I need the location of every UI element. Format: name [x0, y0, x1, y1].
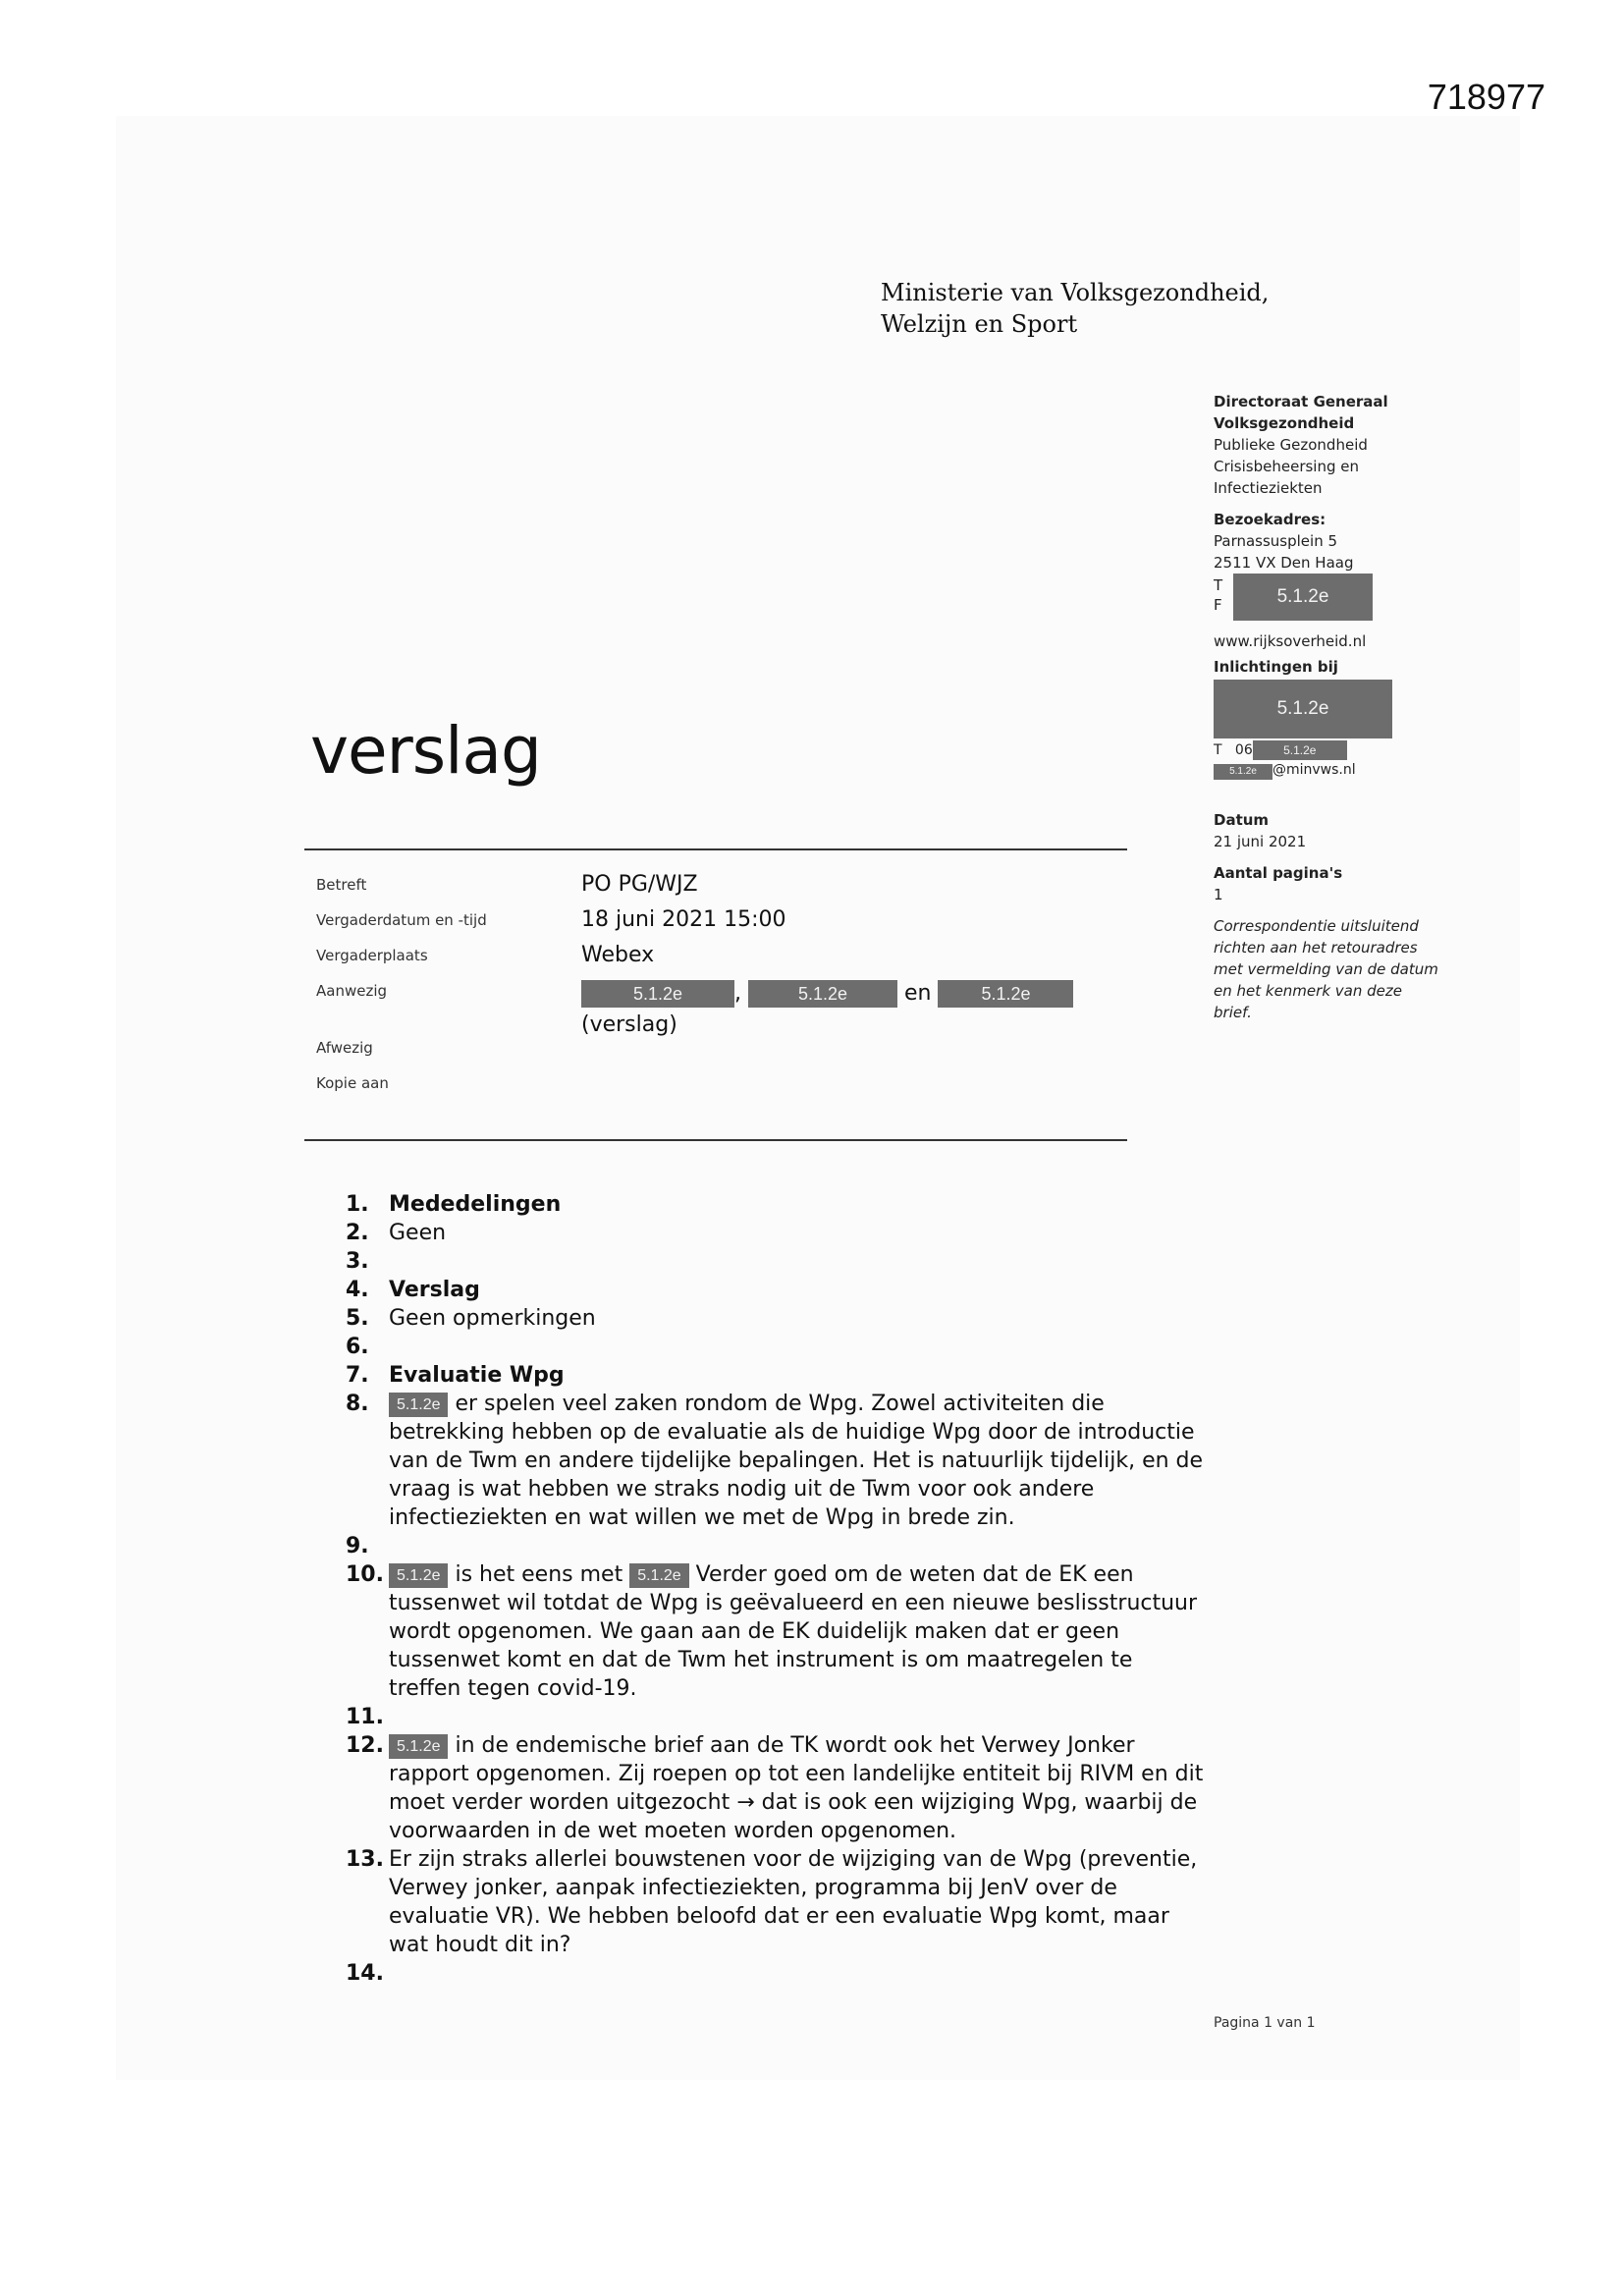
item-text: Geen: [389, 1221, 447, 1245]
email-row: [1214, 760, 1469, 780]
meta-row-subject: [316, 872, 1121, 907]
subject-value: PO PG/WJZ: [581, 872, 698, 897]
item-number: 14.: [346, 1961, 384, 1986]
department-line: Volksgezondheid: [1214, 414, 1355, 432]
list-item: [346, 1333, 1210, 1361]
datetime-label: Vergaderdatum en -tijd: [316, 911, 487, 929]
redaction-block: 5.1.2e: [1253, 740, 1347, 760]
list-item: [346, 1219, 1210, 1247]
agenda-list: [346, 1190, 1210, 1988]
item-body: in de endemische brief aan de TK wordt ook het Verwey Jonker rapport opgenomen. Zij roepen op tot een landelijke entiteit bij RIVM en dit moet verder worden uitgezocht → dat is ook een wijziging Wpg, waarbij de voorwaarden in de wet moeten worden opgenomen.: [389, 1733, 1204, 1843]
redaction-block: 5.1.2e: [581, 980, 734, 1008]
redaction-block: 5.1.2e: [1214, 764, 1272, 780]
list-item: [346, 1731, 1210, 1845]
list-item: [346, 1845, 1210, 1959]
place-label: Vergaderplaats: [316, 947, 428, 964]
document-id: 718977: [1427, 77, 1545, 117]
meta-row-copy: [316, 1070, 1121, 1106]
correspondence-note: Correspondentie uitsluitend: [1214, 917, 1419, 935]
meta-row-present: [316, 978, 1121, 1035]
email-domain: @minvws.nl: [1272, 762, 1356, 778]
present-note: (verslag): [581, 1012, 677, 1037]
list-item: [346, 1959, 1210, 1988]
redaction-block: 5.1.2e: [629, 1563, 688, 1588]
item-number: 7.: [346, 1363, 369, 1388]
item-number: 1.: [346, 1192, 369, 1217]
item-number: 11.: [346, 1705, 384, 1729]
item-number: 12.: [346, 1733, 384, 1758]
visit-address-label: Bezoekadres:: [1214, 511, 1326, 528]
correspondence-note: met vermelding van de datum: [1214, 960, 1438, 978]
info-label: Inlichtingen bij: [1214, 658, 1338, 676]
date-label: Datum: [1214, 811, 1270, 829]
item-number: 2.: [346, 1221, 369, 1245]
redaction-block: 5.1.2e: [1233, 574, 1373, 621]
ministry-line-1: Ministerie van Volksgezondheid,: [881, 279, 1270, 306]
list-item: [346, 1276, 1210, 1304]
item-number: 3.: [346, 1249, 369, 1274]
item-text: [389, 1390, 1210, 1532]
subject-label: Betreft: [316, 876, 367, 894]
correspondence-note: brief.: [1214, 1004, 1252, 1021]
meta-row-absent: [316, 1035, 1121, 1070]
absent-label: Afwezig: [316, 1039, 373, 1057]
copy-label: Kopie aan: [316, 1074, 389, 1092]
present-label: Aanwezig: [316, 982, 388, 1000]
fax-label: F: [1214, 596, 1222, 614]
letterhead-sidebar: [1214, 391, 1469, 1023]
city-address: 2511 VX Den Haag: [1214, 554, 1354, 572]
list-item: [346, 1532, 1210, 1560]
document-title: verslag: [310, 713, 541, 789]
item-heading: Verslag: [389, 1278, 480, 1302]
meta-row-place: [316, 943, 1121, 978]
item-heading: Mededelingen: [389, 1192, 562, 1217]
redaction-block: 5.1.2e: [389, 1563, 448, 1588]
pages-value: 1: [1214, 886, 1223, 903]
correspondence-note: en het kenmerk van deze: [1214, 982, 1402, 1000]
redaction-block: 5.1.2e: [389, 1734, 448, 1759]
item-text: [389, 1731, 1210, 1845]
date-value: 21 juni 2021: [1214, 833, 1307, 850]
page-number: Pagina 1 van 1: [1214, 2015, 1316, 2031]
phone-label: T: [1214, 742, 1222, 758]
department-line: Infectieziekten: [1214, 479, 1323, 497]
place-value: Webex: [581, 943, 655, 967]
item-number: 9.: [346, 1534, 369, 1558]
item-number: 13.: [346, 1847, 384, 1872]
item-body: er spelen veel zaken rondom de Wpg. Zowel activiteiten die betrekking hebben op de evaluatie als de huidige Wpg door de introductie van de Twm en andere tijdelijke bepalingen. Het is natuurlijk tijdelijk, en de vraag is wat hebben we straks nodig uit de Twm voor ook andere infectieziekten en wat willen we met de Wpg in brede zin.: [389, 1392, 1204, 1530]
list-item: [346, 1304, 1210, 1333]
list-item: [346, 1560, 1210, 1703]
ministry-logo-text: [881, 277, 1269, 340]
item-number: 6.: [346, 1335, 369, 1359]
item-number: 8.: [346, 1392, 369, 1416]
present-value: [581, 978, 1073, 1041]
phone-prefix: 06: [1234, 742, 1253, 758]
website-link[interactable]: www.rijksoverheid.nl: [1214, 632, 1367, 650]
ministry-line-2: Welzijn en Sport: [881, 310, 1078, 338]
item-body: Verder goed om de weten dat de EK een tussenwet wil totdat de Wpg is geëvalueerd en een nieuwe beslisstructuur wordt opgenomen. We gaan aan de EK duidelijk maken dat er geen tussenwet komt en dat de Twm het instrument is om maatregelen te treffen tegen covid-19.: [389, 1562, 1198, 1701]
phone-fax-row: [1214, 574, 1469, 621]
meeting-metadata: [316, 872, 1121, 1106]
street-address: Parnassusplein 5: [1214, 532, 1338, 550]
item-text: [389, 1560, 1210, 1703]
pages-label: Aantal pagina's: [1214, 864, 1343, 882]
item-body: is het eens met: [448, 1562, 630, 1587]
phone-label: T: [1214, 576, 1223, 594]
list-item: [346, 1703, 1210, 1731]
redaction-block: 5.1.2e: [1214, 680, 1392, 738]
present-separator: en: [904, 981, 932, 1006]
datetime-value: 18 juni 2021 15:00: [581, 907, 786, 932]
info-phone-row: [1214, 740, 1469, 760]
list-item: [346, 1247, 1210, 1276]
list-item: [346, 1361, 1210, 1390]
redaction-block: 5.1.2e: [748, 980, 897, 1008]
item-text: Geen opmerkingen: [389, 1306, 596, 1331]
list-item: [346, 1190, 1210, 1219]
item-number: 4.: [346, 1278, 369, 1302]
redaction-block: 5.1.2e: [938, 980, 1073, 1008]
divider-bottom: [304, 1139, 1127, 1141]
department-line: Directoraat Generaal: [1214, 393, 1388, 410]
correspondence-note: richten aan het retouradres: [1214, 939, 1418, 957]
item-heading: Evaluatie Wpg: [389, 1363, 565, 1388]
department-line: Publieke Gezondheid: [1214, 436, 1368, 454]
present-separator: ,: [734, 981, 741, 1006]
department-line: Crisisbeheersing en: [1214, 458, 1360, 475]
list-item: [346, 1390, 1210, 1532]
divider-top: [304, 848, 1127, 850]
redaction-block: 5.1.2e: [389, 1393, 448, 1417]
meta-row-datetime: [316, 907, 1121, 943]
item-text: Er zijn straks allerlei bouwstenen voor de wijziging van de Wpg (preventie, Verwey jonker, aanpak infectieziekten, programma bij JenV over de evaluatie VR). We hebben beloofd dat er een evaluatie Wpg komt, maar wat houdt dit in?: [389, 1847, 1198, 1957]
item-number: 10.: [346, 1562, 384, 1587]
item-number: 5.: [346, 1306, 369, 1331]
